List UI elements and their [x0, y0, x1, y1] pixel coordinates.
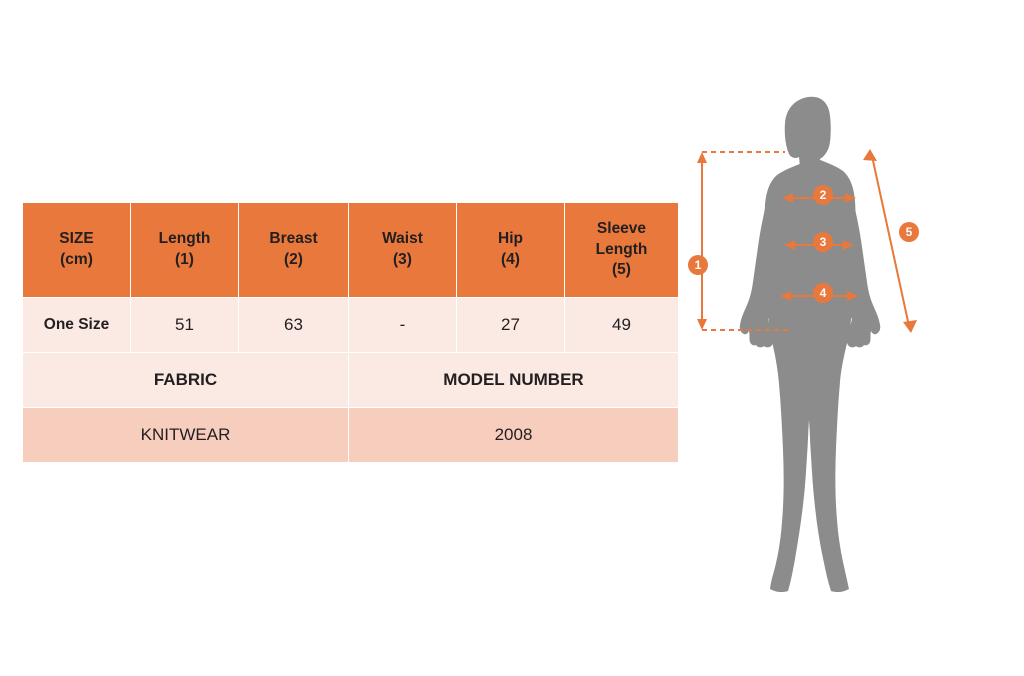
marker-badge-3: 3 [813, 232, 833, 252]
column-header-size [23, 203, 131, 298]
column-header-hip [457, 203, 565, 298]
column-header-sleeve-line2: Length [595, 240, 648, 258]
measurement-diagram [680, 40, 1010, 640]
label-fabric: FABRIC [23, 353, 349, 408]
column-header-waist-line1: Waist [382, 230, 423, 248]
value-fabric: KNITWEAR [23, 408, 349, 463]
table-header-row [23, 203, 679, 298]
marker-badge-5: 5 [899, 222, 919, 242]
size-chart-table [22, 202, 679, 463]
arrow-sleeve-head-bottom [903, 320, 917, 333]
column-header-breast-line2: (2) [284, 251, 303, 268]
column-header-size-line1: SIZE [59, 230, 94, 248]
arrow-length-head-bottom [697, 319, 707, 330]
column-header-waist [349, 203, 457, 298]
cell-size: One Size [23, 298, 131, 353]
table-row [23, 298, 679, 353]
arrow-sleeve-head-top [863, 149, 877, 161]
column-header-sleeve-length [565, 203, 679, 298]
cell-length: 51 [131, 298, 239, 353]
cell-hip: 27 [457, 298, 565, 353]
column-header-length-line2: (1) [175, 251, 194, 268]
column-header-sleeve-line1: Sleeve [596, 219, 647, 237]
column-header-sleeve-line3: (5) [612, 261, 631, 279]
column-header-length-line1: Length [158, 230, 211, 248]
column-header-length [131, 203, 239, 298]
marker-badge-1: 1 [688, 255, 708, 275]
arrow-sleeve-line [872, 156, 909, 326]
cell-breast: 63 [239, 298, 349, 353]
column-header-size-line2: (cm) [60, 251, 93, 268]
silhouette-shape [740, 97, 881, 592]
cell-waist: - [349, 298, 457, 353]
column-header-breast-line1: Breast [269, 230, 318, 248]
column-header-breast [239, 203, 349, 298]
cell-sleeve-length: 49 [565, 298, 679, 353]
value-model-number: 2008 [349, 408, 679, 463]
female-body-silhouette-svg [680, 40, 1010, 640]
label-model-number: MODEL NUMBER [349, 353, 679, 408]
marker-badge-4: 4 [813, 283, 833, 303]
column-header-hip-line1: Hip [498, 230, 523, 248]
meta-value-row [23, 408, 679, 463]
marker-badge-2: 2 [813, 185, 833, 205]
column-header-waist-line2: (3) [393, 251, 412, 268]
arrow-length-head-top [697, 152, 707, 163]
column-header-hip-line2: (4) [501, 251, 520, 268]
meta-header-row [23, 353, 679, 408]
